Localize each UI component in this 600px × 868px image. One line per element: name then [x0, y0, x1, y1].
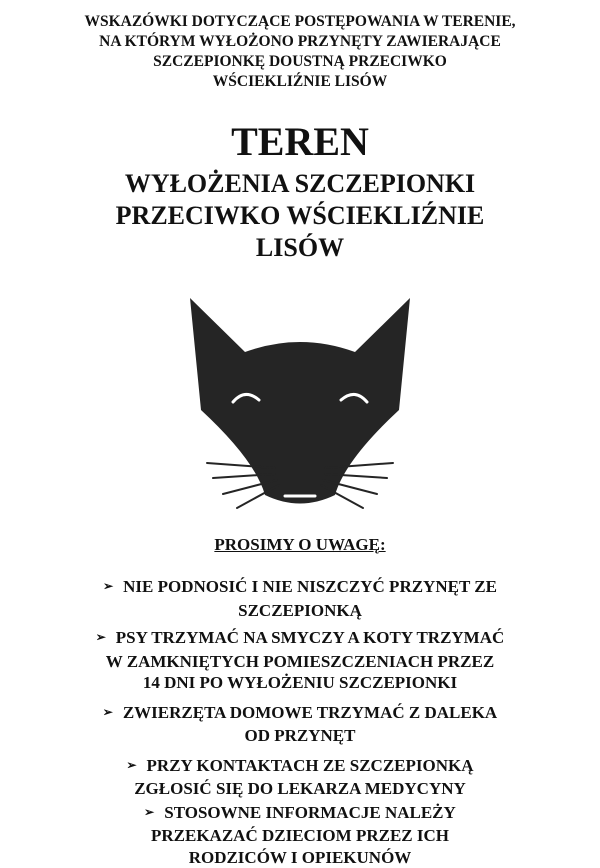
rule-text: PSY TRZYMAĆ NA SMYCZY A KOTY TRZYMAĆ	[116, 628, 505, 647]
arrow-bullet-icon: ➢	[144, 805, 154, 819]
intro-line: SZCZEPIONKĘ DOUSTNĄ PRZECIWKO	[0, 52, 600, 72]
fox-head-silhouette	[190, 298, 410, 504]
subtitle-line: WYŁOŻENIA SZCZEPIONKI	[0, 168, 600, 200]
list-item	[0, 702, 600, 747]
list-item	[0, 576, 600, 621]
rules-list	[0, 568, 600, 868]
subtitle-line: LISÓW	[0, 232, 600, 264]
fox-head-icon	[185, 290, 415, 520]
rule-line-first	[0, 576, 600, 600]
page-title: TEREN	[0, 118, 600, 166]
rule-text: NIE PODNOSIĆ I NIE NISZCZYĆ PRZYNĘT ZE	[123, 577, 497, 596]
list-item	[0, 627, 600, 694]
rule-line: W ZAMKNIĘTYCH POMIESZCZENIACH PRZEZ	[0, 651, 600, 673]
rule-line: ZGŁOSIĆ SIĘ DO LEKARZA MEDYCYNY	[0, 778, 600, 800]
rule-line: PRZEKAZAĆ DZIECIOM PRZEZ ICH	[0, 825, 600, 847]
page-subtitle	[0, 168, 600, 264]
rule-line: OD PRZYNĘT	[0, 725, 600, 747]
subtitle-line: PRZECIWKO WŚCIEKLIŹNIE	[0, 200, 600, 232]
rule-line: SZCZEPIONKĄ	[0, 600, 600, 622]
rule-text: STOSOWNE INFORMACJE NALEŻY	[164, 803, 456, 822]
list-item	[0, 755, 600, 800]
rule-text: PRZY KONTAKTACH ZE SZCZEPIONKĄ	[147, 756, 474, 775]
rule-line-first	[0, 702, 600, 726]
intro-line: WSKAZÓWKI DOTYCZĄCE POSTĘPOWANIA W TERENIE,	[0, 12, 600, 32]
arrow-bullet-icon: ➢	[96, 630, 106, 644]
rule-line-first	[0, 755, 600, 779]
intro-heading	[0, 12, 600, 92]
rule-line: 14 DNI PO WYŁOŻENIU SZCZEPIONKI	[0, 672, 600, 694]
attention-heading: PROSIMY O UWAGĘ:	[0, 534, 600, 556]
arrow-bullet-icon: ➢	[126, 758, 136, 772]
list-item	[0, 802, 600, 868]
rule-line-first	[0, 802, 600, 826]
intro-line: WŚCIEKLIŹNIE LISÓW	[0, 72, 600, 92]
rule-line-first	[0, 627, 600, 651]
rule-line: RODZICÓW I OPIEKUNÓW	[0, 847, 600, 868]
intro-line: NA KTÓRYM WYŁOŻONO PRZYNĘTY ZAWIERAJĄCE	[0, 32, 600, 52]
arrow-bullet-icon: ➢	[103, 579, 113, 593]
arrow-bullet-icon: ➢	[103, 705, 113, 719]
rule-text: ZWIERZĘTA DOMOWE TRZYMAĆ Z DALEKA	[123, 703, 497, 722]
